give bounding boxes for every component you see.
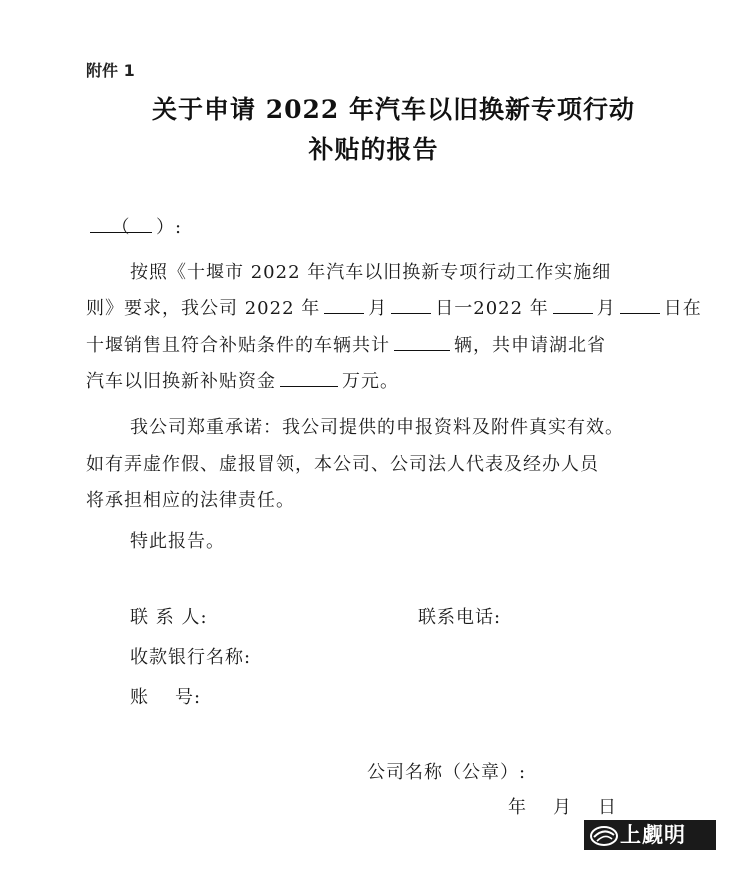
watermark-text: 上觑明 [620, 823, 686, 847]
p1-line4-b: 万元。 [342, 371, 399, 392]
blank-end-day [620, 294, 660, 314]
attachment-label: 附件 1 [86, 61, 135, 80]
p1-line4-a: 汽车以旧换新补贴资金 [86, 371, 276, 392]
account-number-label [130, 683, 201, 709]
addressee-close: ）: [156, 217, 183, 238]
body-p2-line1: 我公司郑重承诺：我公司提供的申报资料及附件真实有效。 [130, 417, 624, 438]
blank-subsidy-amount [280, 367, 338, 387]
date-day: 日 [598, 797, 617, 818]
bank-name-label: 收款银行名称: [130, 647, 252, 668]
date-month: 月 [553, 797, 572, 818]
addressee-line [86, 213, 182, 239]
circle-swirl-logo-icon [588, 823, 620, 847]
p1-line2-b: 月 [368, 298, 388, 319]
addressee-blank [90, 213, 152, 238]
addressee-open-paren: （ [111, 217, 131, 238]
p1-line2-d: 月 [596, 298, 616, 319]
body-p1-line4 [86, 367, 399, 393]
body-p2-line3: 将承担相应的法律责任。 [86, 490, 295, 511]
p1-line2-c: 日一2022 年 [435, 298, 549, 319]
date-line [508, 793, 617, 819]
watermark-badge [584, 820, 716, 850]
blank-vehicle-count [394, 331, 450, 351]
contact-phone-label: 联系电话: [418, 607, 502, 628]
blank-end-month [553, 294, 593, 314]
title-line-1: 关于申请 2022 年汽车以旧换新专项行动 [152, 95, 635, 124]
p1-line3-b: 辆，共申请湖北省 [454, 335, 606, 356]
company-seal-label: 公司名称（公章）: [367, 762, 527, 783]
body-p1-line2 [86, 294, 702, 320]
p1-line2-e: 日在 [663, 298, 702, 319]
contact-person-label: 联 系 人: [130, 607, 208, 628]
body-p1-line1: 按照《十堰市 2022 年汽车以旧换新专项行动工作实施细 [130, 262, 612, 283]
account-label-b: 号: [175, 687, 202, 708]
body-p2-line2: 如有弄虚作假、虚报冒领，本公司、公司法人代表及经办人员 [86, 454, 599, 475]
p1-line2-a: 则》要求，我公司 2022 年 [86, 298, 321, 319]
blank-start-month [324, 294, 364, 314]
blank-start-day [391, 294, 431, 314]
body-p1-line3 [86, 331, 606, 357]
p1-line3-a: 十堰销售且符合补贴条件的车辆共计 [86, 335, 390, 356]
title-line-2: 补贴的报告 [308, 135, 439, 164]
body-p3: 特此报告。 [130, 531, 225, 552]
date-year: 年 [508, 797, 527, 818]
account-label-a: 账 [130, 687, 149, 708]
